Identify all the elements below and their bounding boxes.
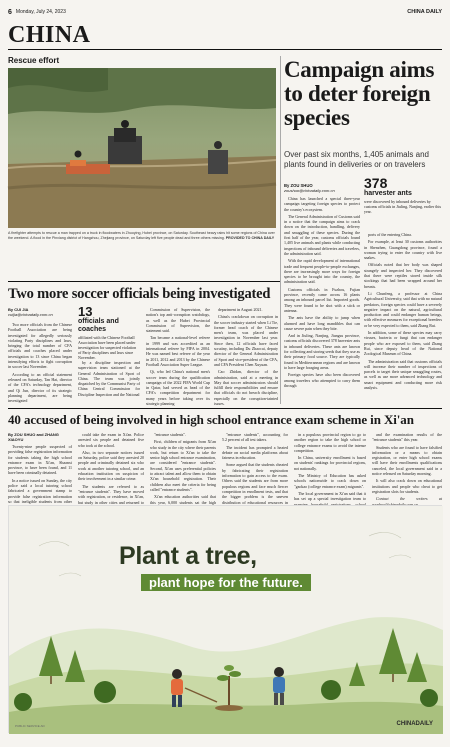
species-byline bbox=[284, 183, 360, 193]
paragraph: The ants have the ability to jump when alarmed and have long mandibles that can cause severe pain when they bite. bbox=[284, 315, 360, 331]
paragraph: For example, at least 30 customs authorities in Shenzhen, Guangdong province, found a woman trying to enter the country with live snakes. bbox=[364, 239, 442, 261]
paragraph: Commission of Supervision, the nation's top anti-corruption watchdogs, as well as the Hubei Provincial Commission of Supervision, the statement said. bbox=[146, 307, 210, 334]
paragraph: Some argued that the students cheated by fabricating their registration information to gain access to the exam. Others said the students are from more populous regions and face much fiercer competition in enrollment tests, and that the bigger problem is the uneven distribution of educational resources in bbox=[222, 462, 288, 505]
paragraph: Cao Zhidan, director of the administration, said at a meeting in May that soccer administrators should fulfill their responsibilities and ensure that officials do not breach discipline, especially on the corruption-tainted issues. bbox=[214, 369, 278, 407]
soccer-stat-desc: affiliated with the Chinese Football Association have been placed under investigation for suspected violation of Party disciplines and laws since November. bbox=[78, 335, 137, 360]
paragraph: Li Chunfeng, a professor at China Agricultural University, said that with no natural predators, foreign species could have a severely negative impact on the natural, agricultural production and could endanger human beings, with effective measures for exceptional breeders or be very expected to them, said Zhang Rui. bbox=[364, 290, 442, 328]
xian-col-4 bbox=[222, 432, 288, 505]
species-col-2 bbox=[364, 232, 442, 404]
paragraph: Two more officials from the Chinese Football Association are being investigated for allegedly seriously violating Party disciplines and laws, bringing the total number of CFA officials and coaches placed under investigation to 13 since China began intensifying efforts to fight corruption in soccer last November. bbox=[8, 322, 72, 370]
plant-tree-ad bbox=[8, 505, 442, 733]
xian-top-rule bbox=[8, 408, 442, 409]
paragraph: It will also crack down on educational institutions and people who cheat to get registration slots for students. bbox=[372, 478, 442, 494]
paragraph: The General Administration of Customs said in a notice that the campaign aims to crack down on the introduction, handling, delivery and smuggling of these species. During the first half of the year, customs officials found 1,405 live animals and plants while conducting inspections of inbound deliveries and travelers, the administration said. bbox=[284, 213, 360, 256]
species-deck: Over past six months, 1,405 animals and plants found in deliveries or on travelers bbox=[284, 150, 429, 169]
section-title: CHINA bbox=[8, 22, 91, 48]
ad-brand-logo: CHINADAILY bbox=[396, 721, 433, 727]
paragraph: Officials noted that her body was shaped strangely and inspected her. They discovered that there were reptiles stored inside silk stockings that had been wrapped around her breasts. bbox=[364, 262, 442, 289]
paragraph: Qi, who led China's national men's soccer team during the qualification campaign of the 2022 FIFA World Cup in Qatar, had served as head of the CFA's competition department for many years before taking over its strategic planning bbox=[146, 369, 210, 407]
page-topbar bbox=[8, 6, 442, 18]
paragraph: in a populous provincial region to go to another region to take the high school or college entrance exams to avoid the intense competition. bbox=[294, 432, 366, 453]
species-byline-email: zoushuo@chinadaily.com.cn bbox=[284, 188, 335, 193]
xian-col-1 bbox=[8, 444, 72, 504]
paragraph: ports of the entering China. bbox=[368, 232, 412, 237]
paragraph: China has launched a special three-year campaign targeting foreign species to protect the country's ecosystem. bbox=[284, 196, 360, 212]
soccer-stat-label: officials and coaches bbox=[78, 318, 119, 333]
xian-headline: 40 accused of being involved in high school entrance exam scheme in Xi'an bbox=[8, 412, 414, 427]
ad-credit: PUBLIC SERVICE AD bbox=[15, 724, 45, 728]
species-stat-label: harvester ants bbox=[364, 190, 412, 197]
page-number: 6 bbox=[8, 8, 12, 16]
paragraph: Students who are found to have falsified information or a means to obtain registration, or enter high school exams will have their enrollments qualifications canceled, the local government said in a notice released on Saturday morning. bbox=[372, 444, 442, 477]
page-date: Monday, July 24, 2023 bbox=[15, 9, 66, 15]
soccer-col-4 bbox=[214, 307, 278, 407]
species-headline: Campaign aims to deter foreign species bbox=[284, 57, 435, 130]
paragraph: First, children of migrants from Xi'an who study in the city where their parents work, but return to Xi'an to take the senior high school entrance examination, are considered "entrance students". Second, Xi'an uses preferential policies to attract talent and allow them to obtain Xi'an household registration. Their children also meet the criteria for being called "entrance students". bbox=[150, 439, 216, 492]
xian-col-3 bbox=[150, 432, 216, 505]
paragraph: "entrance students". bbox=[154, 432, 186, 437]
paragraph: The administration said that customs officials will increase their number of inspections of parcels to target their unique smuggling routes, as well as use more advanced technology and smart equipment and conducting more risk analysis. bbox=[364, 358, 442, 391]
species-col-1 bbox=[284, 196, 360, 404]
paragraph: According to an official statement released on Saturday, Tan Hai, director of the CFA's technology department, and Qi Jun, director of its strategic planning department, are being investigated bbox=[8, 371, 72, 404]
column-divider bbox=[280, 56, 281, 404]
xian-col-5 bbox=[294, 432, 366, 500]
soccer-stat-number: 13 bbox=[78, 304, 93, 319]
species-stat-desc: were discovered by inbound deliveries by customs officials in Jiuling, Nanjing, earlier this year. bbox=[364, 199, 442, 214]
paragraph: In a notice issued on Sunday, the city police said a local tutoring school fabricated a government stamp to provide false registration information so that ineligible students from other bbox=[8, 477, 72, 504]
paragraph: In China, university enrollment is based on students' rankings for provincial regions, not nationally. bbox=[294, 455, 366, 471]
paragraph: Foreign species have also been discovered among travelers who attempted to carry them through bbox=[284, 372, 360, 388]
paragraph: by a discipline inspection and supervision team stationed at the General Administration of Sport of China. The team was jointly dispatched by the Communist Party of China Central Commission for Discipline Inspection and the National bbox=[78, 360, 140, 397]
paragraph: could take the exam in Xi'an. Police arrested six people and detained five who took at the school. bbox=[78, 432, 144, 448]
paragraph: And in Jiuling, Nanjing, Jiangsu province, customs officials discovered 378 harvester ants in inbound deliveries. These ants are known for collecting and storing seeds that they use as their primary food source. They are typically found in Mediterranean regions and are known to have large foraging areas. bbox=[284, 333, 360, 370]
species-stat-number: 378 bbox=[364, 175, 388, 191]
paragraph: department in August 2021. bbox=[218, 307, 263, 312]
paragraph: China's crackdown on corruption in the soccer industry started when Li Tie, former head coach of the Chinese men's team, was placed under investigation in November last year. Since then, 12 officials have faced scrutiny, including Du Zhaocai, deputy director of the General Administration of Sport and vice-president of the CFA, and CFA President Chen Xuyuan. bbox=[214, 314, 278, 367]
paragraph: Tan became a national-level referee in 1999 and was accredited as an international referee by FIFA in 2004. He was named best referee of the year in 2011, 2012 and 2013 by the Chinese Football Association Super League. bbox=[146, 335, 210, 367]
soccer-stat bbox=[78, 305, 140, 360]
soccer-col-1 bbox=[8, 322, 72, 404]
paragraph: The Ministry of Education has asked schools nationwide to crack down on "gaokao (college entrance exam) migrants". bbox=[294, 473, 366, 489]
section-header bbox=[8, 20, 442, 50]
xian-col-2 bbox=[78, 432, 144, 505]
soccer-top-rule bbox=[8, 281, 280, 282]
ad-title-line-2: plant hope for the future. bbox=[141, 574, 311, 591]
soccer-col-2 bbox=[78, 360, 140, 404]
paragraph: The local government in Xi'an said that it has set up a special investigation team to bbox=[294, 490, 366, 502]
rescue-caption bbox=[8, 231, 276, 241]
xian-byline bbox=[8, 432, 68, 442]
species-stat bbox=[364, 176, 442, 214]
xian-byline-name: By ZOU SHUO and ZHANG XIAOYU bbox=[8, 432, 59, 442]
paragraph: Xi'an education authorities said that this year, 6,000 students sat the high bbox=[150, 494, 216, 505]
paragraph: In addition, some of these species may carry viruses, bacteria or fungi that can endanger people who are exposed to them, said Zhang Rui, since deputy head of the National Zoological Museum of China. bbox=[364, 330, 442, 357]
soccer-byline-name: By CUI JIA bbox=[8, 307, 29, 312]
paragraph: With the rapid development of international trade and frequent people-to-people exchanges, there are increasingly more ways for foreign species to be brought into the country, the administration said. bbox=[284, 258, 360, 285]
publication-name: CHINA DAILY bbox=[407, 9, 442, 15]
paragraph: Contact the writers at bbox=[376, 496, 442, 502]
ad-title-line-1: Plant a tree, bbox=[119, 542, 257, 570]
soccer-col-3 bbox=[146, 307, 210, 407]
paragraph: Customs officials in Fuzhou, Fujian province, recently came across 16 plants among an inbound parcel list. Imported goods. They were found to be shot with a stick or antenna. bbox=[284, 286, 360, 313]
flood-rescue-photo bbox=[8, 68, 276, 228]
soccer-byline bbox=[8, 307, 72, 317]
xian-col-6 bbox=[372, 432, 442, 500]
species-byline-name: By ZOU SHUO bbox=[284, 183, 313, 188]
paragraph: Twenty-nine people suspected of providing false registration information for students taking the high school entrance exam in Xi'an, Shaanxi province, to have been found, and 11 have been criminally detained. bbox=[8, 444, 72, 476]
soccer-byline-email: cuijia@chinadaily.com.cn bbox=[8, 312, 53, 317]
paragraph: "entrance students", accounting for 5.2 percent of all test takers. bbox=[222, 432, 288, 443]
paragraph: and the examination results of the "entrance students" this year. bbox=[372, 432, 442, 443]
paragraph: The students are referred to as "entrance students". They have moved with registration, or residence, in Xi'an, but study in other cities and returned to bbox=[78, 483, 144, 505]
rescue-caption-text: A firefighter attempts to rescue a man trapped on a truck in floodwaters in Zhuoying, Hubei province, on Saturday. Southeast heavy rains hit some regions of China over the weekend. A flood in the Pinxiang district of Hangzhou, Zhejiang province, on Saturday left five people dead and three others missing. bbox=[8, 231, 275, 240]
soccer-headline: Two more soccer officials being investigated bbox=[8, 286, 271, 302]
rescue-kicker: Rescue effort bbox=[8, 56, 60, 65]
rescue-photo-credit: PROVIDED TO CHINA DAILY bbox=[225, 236, 275, 240]
ad-illustration bbox=[9, 506, 443, 734]
paragraph: Also, in two separate notices issued on Saturday, police said they arrested 20 people and criminally detained six who work at another tutoring school, and an education institution on suspicion of their involvement in a similar crime. bbox=[78, 449, 144, 482]
paragraph: The incident has prompted a heated debate on social media platforms about fairness in education. bbox=[222, 444, 288, 461]
